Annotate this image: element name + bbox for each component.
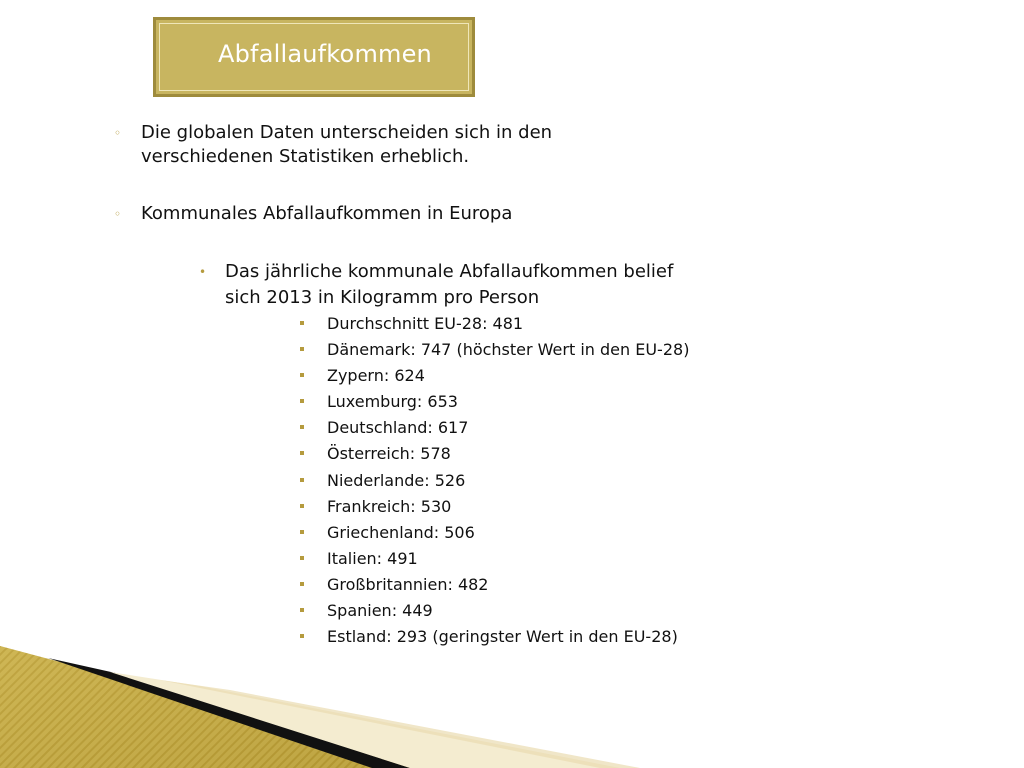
sub-bullet-text-line: Das jährliche kommunale Abfallaufkommen belief bbox=[225, 261, 674, 282]
square-bullet-icon bbox=[300, 478, 304, 482]
square-bullet-icon bbox=[300, 556, 304, 560]
square-bullet-icon bbox=[300, 504, 304, 508]
list-item-text: Niederlande: 526 bbox=[327, 470, 466, 490]
square-bullet-icon bbox=[300, 425, 304, 429]
square-bullet-icon bbox=[300, 582, 304, 586]
sub-bullet-text-line: sich 2013 in Kilogramm pro Person bbox=[225, 287, 540, 308]
list-item bbox=[327, 389, 689, 415]
square-bullet-icon bbox=[300, 399, 304, 403]
list-item bbox=[327, 468, 689, 494]
square-bullet-icon bbox=[300, 530, 304, 534]
hollow-circle-bullet-icon: ◦ bbox=[114, 126, 122, 140]
square-bullet-icon bbox=[300, 321, 304, 325]
bullet-text-line: Kommunales Abfallaufkommen in Europa bbox=[141, 203, 513, 224]
list-item bbox=[327, 546, 689, 572]
hollow-circle-bullet-icon: ◦ bbox=[114, 207, 122, 221]
square-bullet-icon bbox=[300, 451, 304, 455]
list-item-text: Italien: 491 bbox=[327, 548, 418, 568]
list-item-text: Spanien: 449 bbox=[327, 601, 433, 621]
list-item bbox=[327, 415, 689, 441]
list-item-text: Griechenland: 506 bbox=[327, 522, 475, 542]
slide-title: Abfallaufkommen bbox=[218, 40, 432, 68]
country-list bbox=[327, 311, 689, 650]
list-item bbox=[327, 624, 689, 650]
list-item bbox=[327, 598, 689, 624]
square-bullet-icon bbox=[300, 373, 304, 377]
list-item-text: Luxemburg: 653 bbox=[327, 392, 458, 412]
list-item bbox=[327, 441, 689, 467]
list-item bbox=[327, 572, 689, 598]
list-item-text: Deutschland: 617 bbox=[327, 418, 469, 438]
square-bullet-icon bbox=[300, 608, 304, 612]
list-item-text: Dänemark: 747 (höchster Wert in den EU-28) bbox=[327, 340, 690, 360]
list-item-text: Großbritannien: 482 bbox=[327, 574, 489, 594]
list-item bbox=[327, 494, 689, 520]
list-item bbox=[327, 363, 689, 389]
bullet-municipal-waste bbox=[114, 202, 513, 226]
square-bullet-icon bbox=[300, 347, 304, 351]
list-item-text: Durchschnitt EU-28: 481 bbox=[327, 314, 524, 333]
list-item-text: Österreich: 578 bbox=[327, 444, 451, 464]
list-item-text: Frankreich: 530 bbox=[327, 496, 452, 516]
title-box bbox=[153, 17, 475, 97]
square-bullet-icon bbox=[300, 634, 304, 638]
list-item bbox=[327, 311, 689, 337]
bullet-global-data bbox=[114, 121, 553, 169]
list-item bbox=[327, 520, 689, 546]
bullet-text-line: Die globalen Daten unterscheiden sich in den bbox=[141, 122, 553, 143]
list-item-text: Zypern: 624 bbox=[327, 366, 425, 386]
bullet-text-line: verschiedenen Statistiken erheblich. bbox=[141, 146, 470, 167]
sub-bullet-annual-waste bbox=[199, 259, 674, 311]
list-item bbox=[327, 337, 689, 363]
list-item-text: Estland: 293 (geringster Wert in den EU-28) bbox=[327, 627, 678, 647]
dot-bullet-icon: • bbox=[199, 265, 207, 279]
